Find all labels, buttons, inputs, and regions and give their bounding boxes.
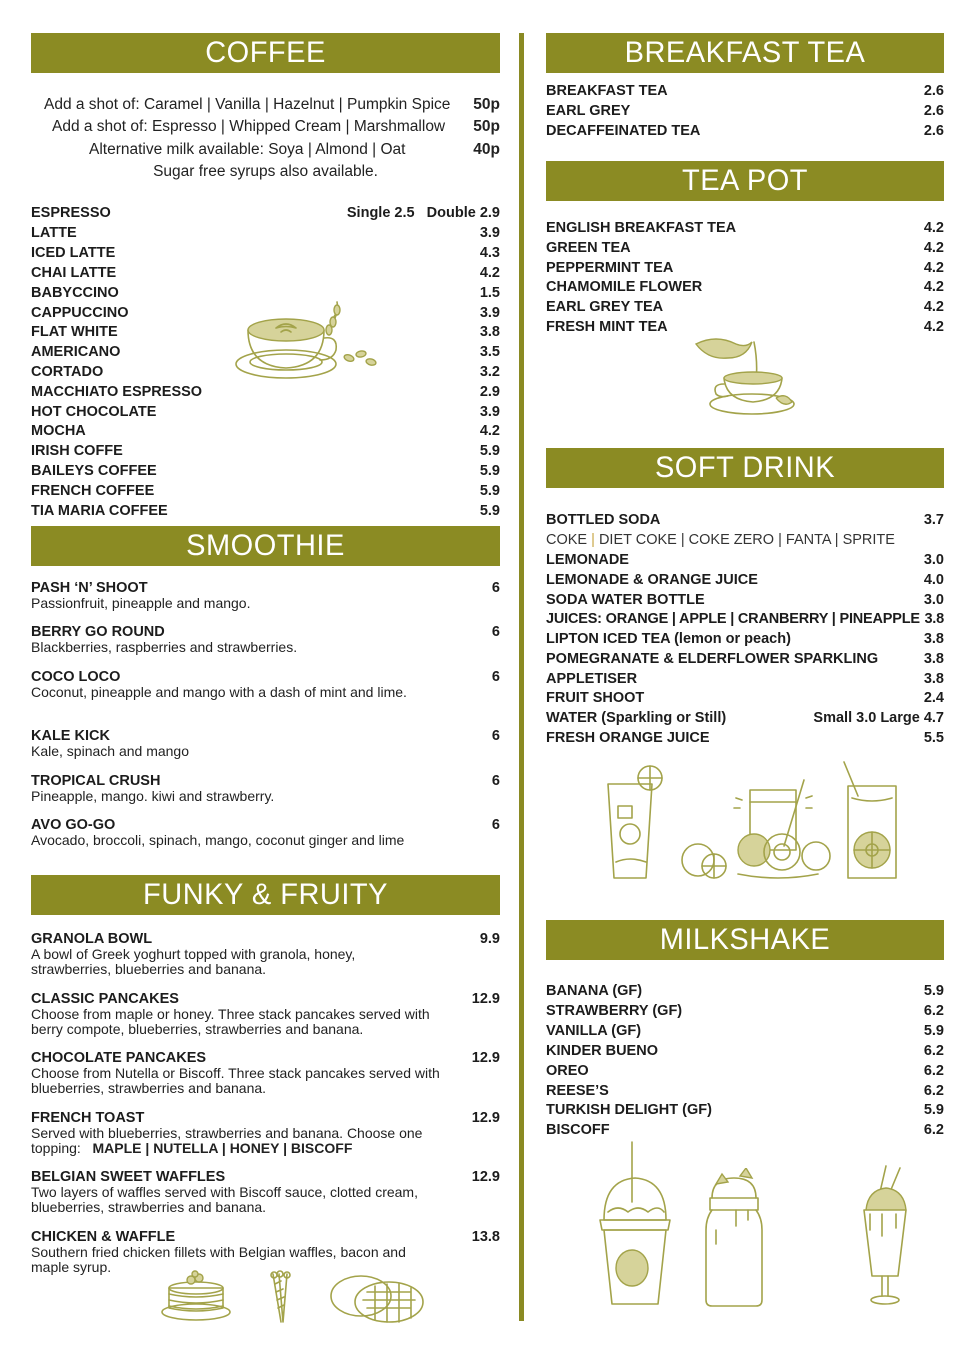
item-price: 3.9 (479, 225, 500, 241)
addon-text: Alternative milk available: Soya | Almond | Oat (89, 141, 406, 158)
item-name: BAILEYS COFFEE (31, 463, 157, 479)
item-name: STRAWBERRY (GF) (546, 1003, 683, 1019)
menu-row (31, 223, 500, 243)
item-name: LEMONADE & ORANGE JUICE (546, 572, 758, 588)
item-price: 3.0 (923, 552, 944, 568)
item-name: EARL GREY TEA (546, 299, 664, 315)
menu-row (546, 1021, 944, 1041)
menu-row (546, 238, 944, 258)
menu-row (31, 243, 500, 263)
item-name: DECAFFEINATED TEA (546, 123, 701, 139)
item-price: 2.6 (923, 123, 944, 139)
breakfast-tea-section-header (546, 33, 944, 73)
menu-row (546, 728, 944, 748)
menu-row (546, 570, 944, 590)
item-name: BREAKFAST TEA (546, 83, 668, 99)
lemonade-glass-icon (600, 762, 670, 882)
item-name: JUICES: ORANGE | APPLE | CRANBERRY | PINEAPPLE (546, 611, 920, 627)
menu-item (31, 817, 500, 848)
menu-row (546, 277, 944, 297)
addon-price-1: 50p (473, 96, 500, 113)
addon-text: Add a shot of: Espresso | Whipped Cream | Marshmallow (52, 118, 446, 135)
menu-row (546, 1081, 944, 1101)
menu-item (31, 991, 500, 1037)
item-price: 6.2 (923, 1043, 944, 1059)
sugar-free-note: Sugar free syrups also available. (153, 163, 378, 180)
item-name: APPLETISER (546, 671, 638, 687)
item-name: BISCOFF (546, 1122, 610, 1138)
item-name: TURKISH DELIGHT (GF) (546, 1102, 712, 1118)
item-name: GREEN TEA (546, 240, 631, 256)
tea-pot-section-header (546, 161, 944, 201)
item-price: 9.9 (479, 931, 500, 947)
item-name: ENGLISH BREAKFAST TEA (546, 220, 737, 236)
item-price: 12.9 (471, 1050, 500, 1066)
item-description: Choose from Nutella or Biscoff. Three stack pancakes served with blueberries, strawberries and banana. (31, 1065, 440, 1096)
item-description: Southern fried chicken fillets with Belgian waffles, bacon and maple syrup. (31, 1244, 406, 1275)
soda-option: FANTA (785, 532, 831, 548)
addon-price-3: 40p (473, 141, 500, 158)
item-price: 3.9 (479, 305, 500, 321)
item-price: 5.5 (923, 730, 944, 746)
menu-row (546, 649, 944, 669)
item-name: LEMONADE (546, 552, 629, 568)
item-price: 6 (491, 728, 500, 744)
funky-fruity-title: FUNKY & FRUITY (143, 878, 388, 911)
item-name: CAPPUCCINO (31, 305, 129, 321)
item-name: FRUIT SHOOT (546, 690, 645, 706)
menu-row (546, 258, 944, 278)
breakfast-tea-title: BREAKFAST TEA (624, 36, 866, 69)
item-name: PASH ‘N’ SHOOT (31, 580, 148, 596)
item-price: 6 (491, 669, 500, 685)
item-name: FLAT WHITE (31, 324, 118, 340)
item-name: CHICKEN & WAFFLE (31, 1229, 176, 1245)
menu-row (546, 1041, 944, 1061)
item-price: 6.2 (923, 1083, 944, 1099)
menu-row (546, 297, 944, 317)
column-divider (519, 33, 524, 1321)
item-name: MACCHIATO ESPRESSO (31, 384, 203, 400)
item-price: 4.2 (923, 260, 944, 276)
menu-row (546, 510, 944, 530)
menu-row (546, 669, 944, 689)
menu-row (31, 461, 500, 481)
item-price: 2.9 (479, 384, 500, 400)
menu-item (31, 773, 500, 804)
menu-row (546, 981, 944, 1001)
item-price: 6.2 (923, 1122, 944, 1138)
item-price: 3.8 (479, 324, 500, 340)
item-description: Pineapple, mango. kiwi and strawberry. (31, 788, 275, 804)
item-name: CORTADO (31, 364, 104, 380)
item-description: Kale, spinach and mango (31, 743, 189, 759)
menu-item (31, 1110, 500, 1156)
menu-row (31, 203, 500, 223)
menu-row (31, 263, 500, 283)
menu-row (546, 101, 944, 121)
item-name: BERRY GO ROUND (31, 624, 165, 640)
item-price: 3.8 (923, 631, 944, 647)
item-name: FRESH MINT TEA (546, 319, 668, 335)
milkshake-title: MILKSHAKE (659, 923, 831, 956)
soda-option: DIET COKE (598, 532, 677, 548)
item-price: 4.2 (923, 299, 944, 315)
item-name: POMEGRANATE & ELDERFLOWER SPARKLING (546, 651, 879, 667)
item-price: 3.8 (923, 671, 944, 687)
item-price: 3.8 (923, 651, 944, 667)
item-price: 6.2 (923, 1003, 944, 1019)
item-price: 5.9 (479, 503, 500, 519)
item-price: 3.0 (923, 592, 944, 608)
item-name: SODA WATER BOTTLE (546, 592, 705, 608)
item-name: COCO LOCO (31, 669, 121, 685)
addon-text: Add a shot of: Caramel | Vanilla | Hazelnut | Pumpkin Spice (44, 96, 451, 113)
item-name: MOCHA (31, 423, 86, 439)
item-price: 6 (491, 624, 500, 640)
item-price: 6 (491, 580, 500, 596)
menu-item (31, 1229, 500, 1275)
waffles-icon (327, 1270, 427, 1326)
item-price: 4.2 (923, 220, 944, 236)
item-price: 5.9 (479, 463, 500, 479)
teacup-pour-icon (692, 334, 802, 418)
item-name: CHOCOLATE PANCAKES (31, 1050, 207, 1066)
menu-row (546, 609, 944, 629)
smoothie-section-header (31, 526, 500, 566)
addon-line-3 (89, 139, 405, 162)
smoothie-title: SMOOTHIE (186, 529, 345, 562)
item-price: 4.2 (479, 423, 500, 439)
menu-row (546, 81, 944, 101)
item-name: EARL GREY (546, 103, 631, 119)
item-description: Served with blueberries, strawberries and banana. Choose one topping: (31, 1125, 423, 1156)
soda-option: COKE ZERO (688, 532, 775, 548)
item-name: KINDER BUENO (546, 1043, 658, 1059)
item-price: 3.5 (479, 344, 500, 360)
item-name: TROPICAL CRUSH (31, 773, 161, 789)
item-name: AVO GO-GO (31, 817, 116, 833)
soda-option: SPRITE (842, 532, 895, 548)
item-name: LIPTON ICED TEA (lemon or peach) (546, 631, 791, 647)
coffee-section-header (31, 33, 500, 73)
menu-row (31, 441, 500, 461)
menu-row (546, 121, 944, 141)
item-name: FRENCH TOAST (31, 1110, 145, 1126)
menu-item (31, 1050, 500, 1096)
item-description: Avocado, broccoli, spinach, mango, coconut ginger and lime (31, 832, 405, 848)
item-price: 5.9 (923, 1102, 944, 1118)
menu-row (546, 1100, 944, 1120)
item-description: Two layers of waffles served with Biscoff sauce, clotted cream, blueberries, strawberries and banana. (31, 1184, 418, 1215)
item-name: BOTTLED SODA (546, 512, 661, 528)
soda-option: COKE (546, 532, 588, 548)
item-price: 6.2 (923, 1063, 944, 1079)
menu-row (546, 708, 944, 728)
addon-line-1 (44, 94, 450, 117)
milkshake-section-header (546, 920, 944, 960)
item-name: BELGIAN SWEET WAFFLES (31, 1169, 226, 1185)
item-price: 2.6 (923, 83, 944, 99)
item-name: GRANOLA BOWL (31, 931, 153, 947)
item-name: ESPRESSO (31, 205, 111, 221)
item-price: 13.8 (471, 1229, 500, 1245)
menu-row (546, 629, 944, 649)
item-price: 5.9 (923, 983, 944, 999)
item-price: 6 (491, 773, 500, 789)
item-name: IRISH COFFE (31, 443, 123, 459)
item-price: 4.0 (923, 572, 944, 588)
pancake-stack-icon (159, 1266, 234, 1324)
menu-row (546, 1061, 944, 1081)
menu-item (31, 931, 500, 977)
item-name: WATER (Sparkling or Still) (546, 710, 727, 726)
wafer-rolls-icon (267, 1270, 295, 1326)
soft-drink-section-header (546, 448, 944, 488)
menu-row (31, 421, 500, 441)
menu-row (31, 402, 500, 422)
frappe-cup-icon (598, 1140, 672, 1308)
item-price: 12.9 (471, 991, 500, 1007)
menu-item (31, 728, 500, 759)
item-name: PEPPERMINT TEA (546, 260, 674, 276)
item-price: 4.2 (479, 265, 500, 281)
item-price: 1.5 (479, 285, 500, 301)
item-name: CHAMOMILE FLOWER (546, 279, 703, 295)
citrus-glass-icon (842, 758, 902, 882)
addon-price-2: 50p (473, 118, 500, 135)
item-name: AMERICANO (31, 344, 121, 360)
item-price: 12.9 (471, 1169, 500, 1185)
menu-row (546, 1001, 944, 1021)
item-name: TIA MARIA COFFEE (31, 503, 168, 519)
item-name: BABYCCINO (31, 285, 119, 301)
soft-drink-title: SOFT DRINK (654, 451, 836, 484)
item-description: Blackberries, raspberries and strawberries. (31, 639, 298, 655)
item-name: LATTE (31, 225, 77, 241)
topping-options: MAPLE | NUTELLA | HONEY | BISCOFF (92, 1140, 353, 1156)
menu-row (31, 501, 500, 521)
item-price: Small 3.0 Large 4.7 (813, 710, 944, 726)
item-price: 5.9 (479, 483, 500, 499)
orange-juice-icon (678, 778, 838, 882)
menu-row (546, 218, 944, 238)
item-price: 4.2 (923, 279, 944, 295)
item-price: 5.9 (923, 1023, 944, 1039)
item-price: 5.9 (479, 443, 500, 459)
item-name: CHAI LATTE (31, 265, 117, 281)
item-description: Coconut, pineapple and mango with a dash of mint and lime. (31, 684, 407, 700)
menu-item (31, 624, 500, 655)
mason-jar-shake-icon (702, 1168, 766, 1308)
coffee-title: COFFEE (205, 36, 326, 69)
item-price: 3.9 (479, 404, 500, 420)
item-price: 4.3 (479, 245, 500, 261)
item-name: CLASSIC PANCAKES (31, 991, 179, 1007)
item-price: 3.7 (923, 512, 944, 528)
item-name: OREO (546, 1063, 589, 1079)
addon-line-2 (52, 116, 445, 139)
item-price: 4.2 (923, 319, 944, 335)
item-price: 2.6 (923, 103, 944, 119)
item-description: Choose from maple or honey. Three stack pancakes served with berry compote, blueberries, strawberries and banana. (31, 1006, 430, 1037)
item-price: 3.8 (924, 611, 944, 627)
menu-row (31, 481, 500, 501)
item-price: 2.4 (923, 690, 944, 706)
item-name: VANILLA (GF) (546, 1023, 642, 1039)
item-price: Single 2.5 Double 2.9 (346, 205, 500, 221)
item-name: ICED LATTE (31, 245, 116, 261)
item-price: 3.2 (479, 364, 500, 380)
funky-fruity-section-header (31, 875, 500, 915)
item-price: 12.9 (471, 1110, 500, 1126)
menu-row (546, 1120, 944, 1140)
sundae-glass-icon (860, 1164, 910, 1308)
item-description: A bowl of Greek yoghurt topped with granola, honey, strawberries, blueberries and banana. (31, 946, 356, 977)
menu-item (31, 1169, 500, 1215)
menu-row (546, 688, 944, 708)
item-name: FRENCH COFFEE (31, 483, 155, 499)
item-description: Passionfruit, pineapple and mango. (31, 595, 251, 611)
menu-row (546, 550, 944, 570)
tea-pot-title: TEA POT (682, 164, 808, 197)
menu-item (31, 580, 500, 611)
menu-item (31, 669, 500, 700)
menu-row (546, 590, 944, 610)
item-price: 4.2 (923, 240, 944, 256)
coffee-cup-icon (231, 296, 391, 396)
item-name: REESE’S (546, 1083, 609, 1099)
soda-options: COKE | DIET COKE | COKE ZERO | FANTA | SPRITE (546, 532, 895, 548)
item-name: HOT CHOCOLATE (31, 404, 157, 420)
item-name: KALE KICK (31, 728, 110, 744)
item-name: BANANA (GF) (546, 983, 643, 999)
item-name: FRESH ORANGE JUICE (546, 730, 710, 746)
item-price: 6 (491, 817, 500, 833)
